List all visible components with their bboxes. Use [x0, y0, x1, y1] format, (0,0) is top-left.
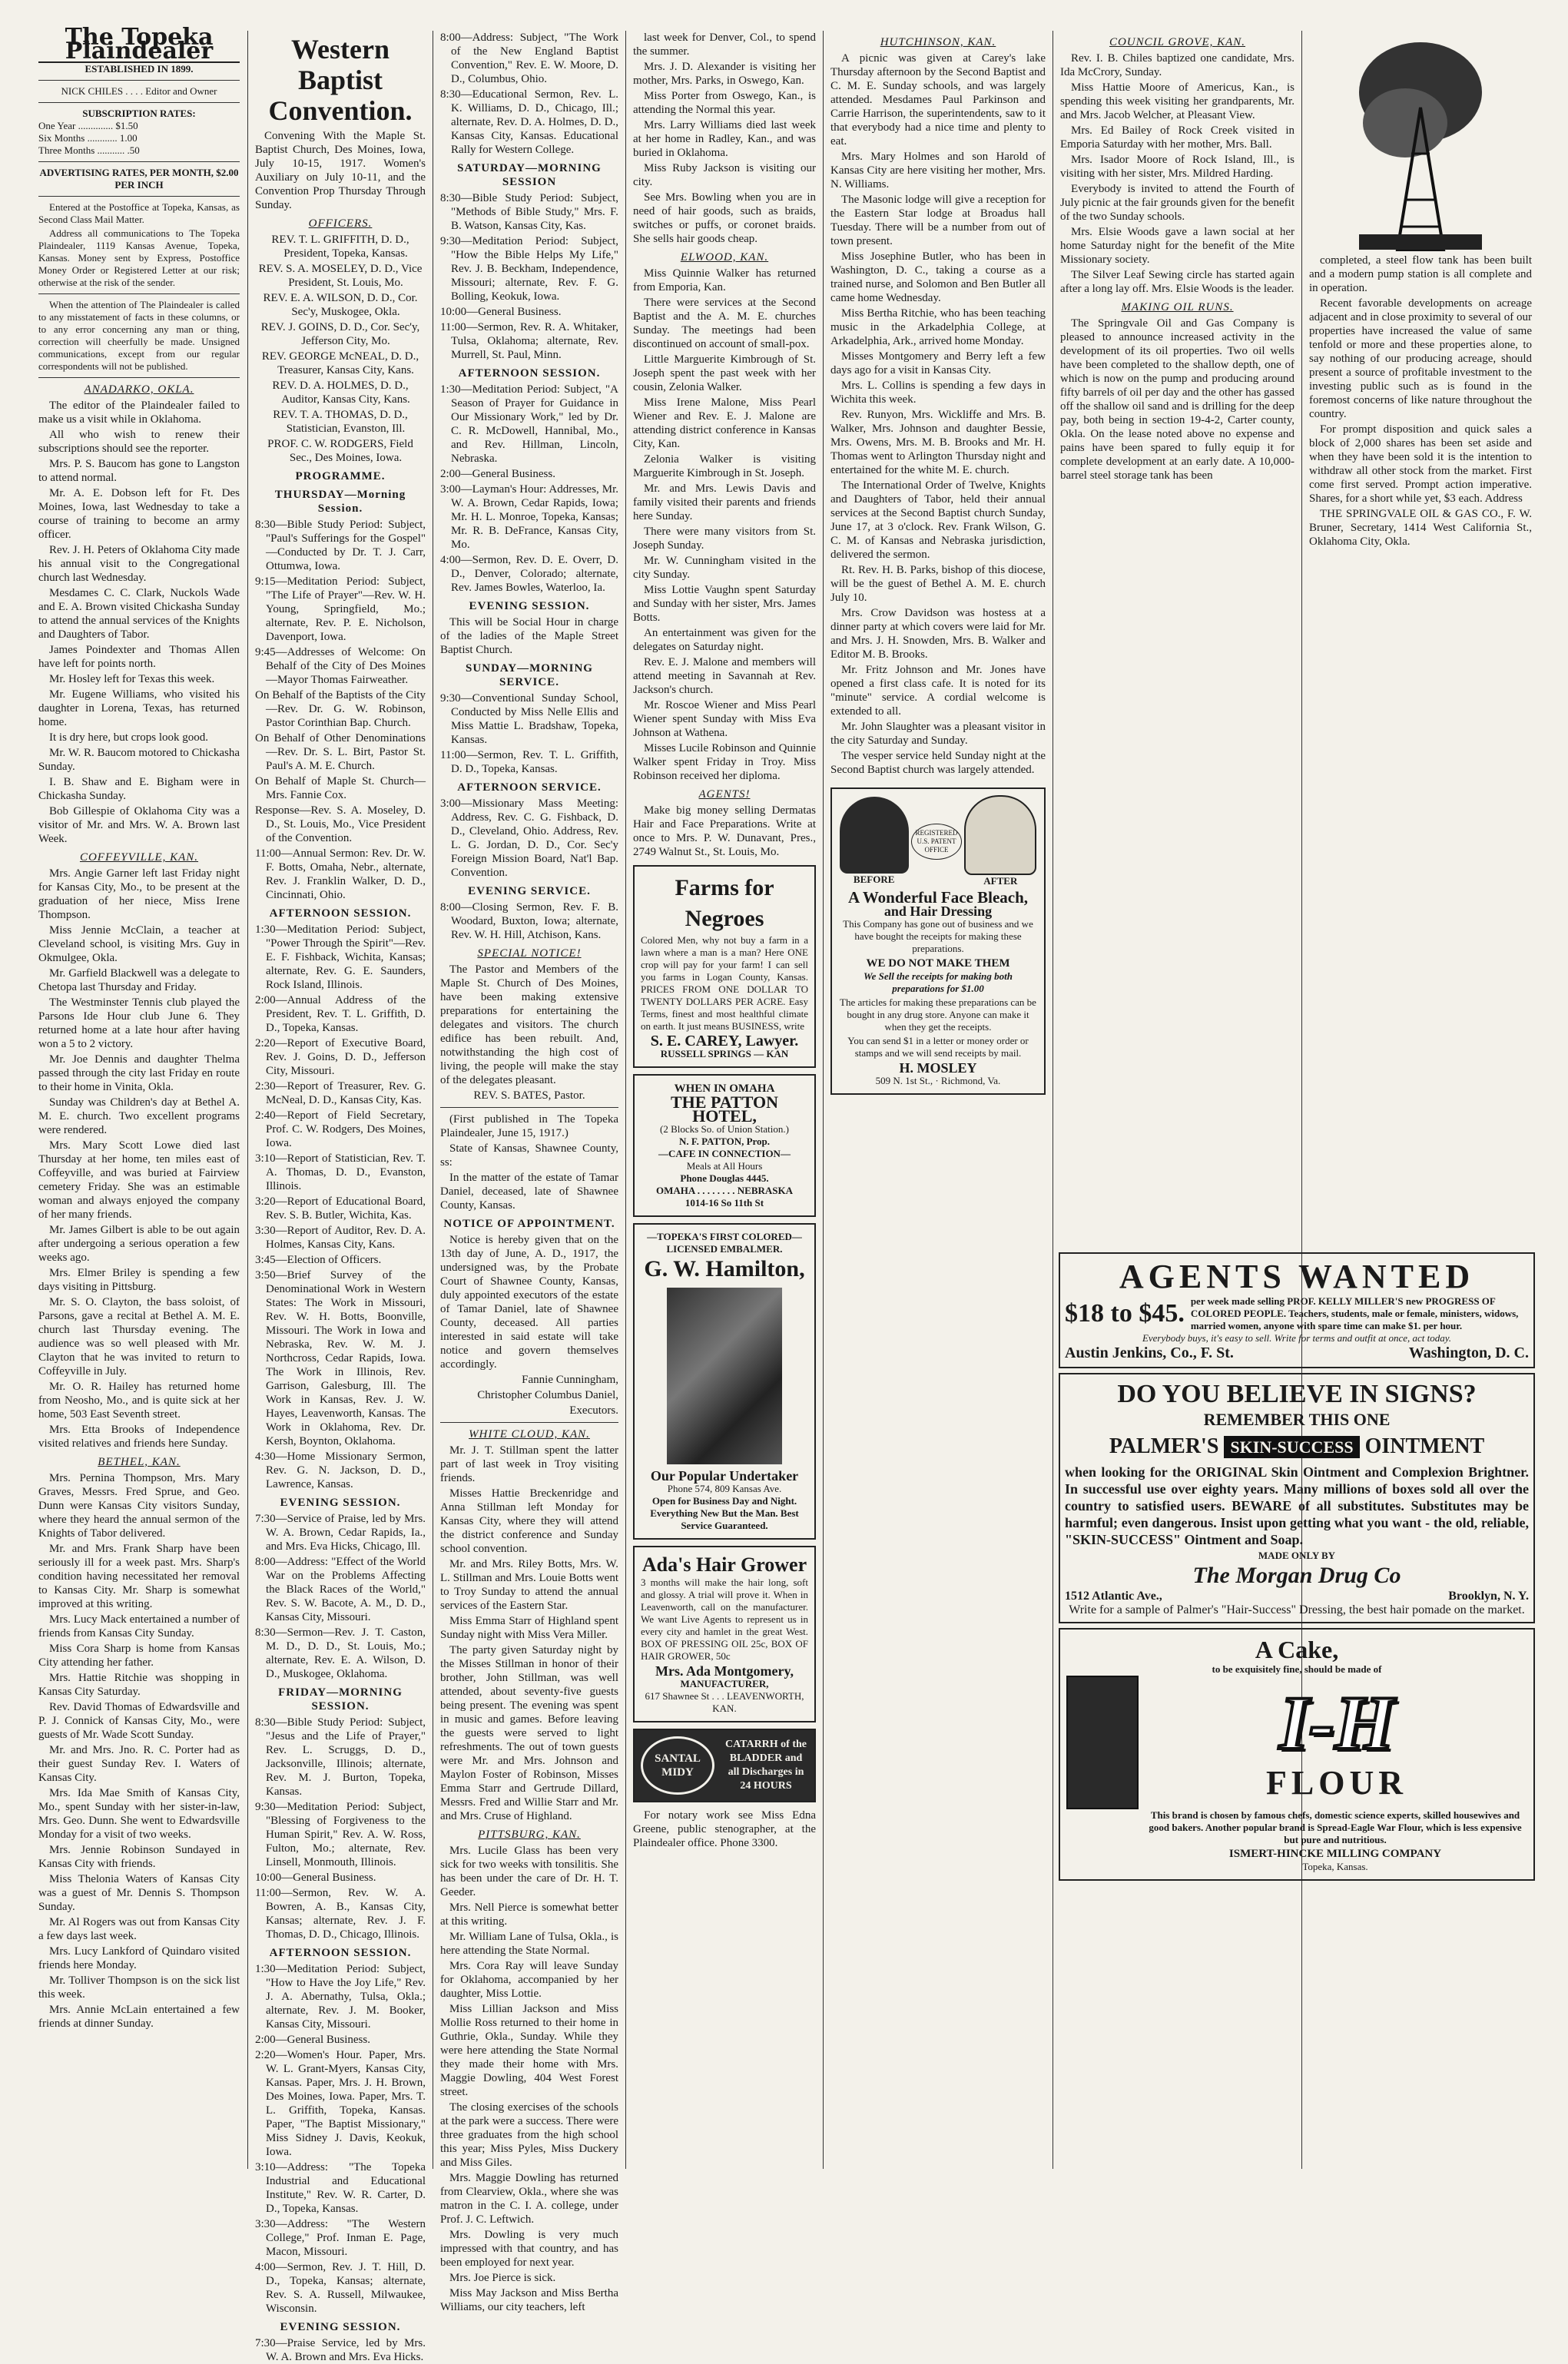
news-item: Mrs. Hattie Ritchie was shopping in Kansas City Saturday.	[38, 1672, 240, 1698]
bleach-text: This Company has gone out of business and we have bought the receipts for making these preparations.	[843, 918, 1033, 954]
address-notice: Address all communications to The Topeka Plaindealer, 1119 Kansas Avenue, Topeka, Kansas. Money sent by Express, Postoffice Money Order or Registered Letter at our risk; otherwise at the risk of the sender.	[38, 227, 240, 288]
ada-mfg: MANUFACTURER,	[680, 1678, 769, 1689]
flour-sack-icon	[1066, 1676, 1139, 1809]
santal-text: CATARRH of the BLADDER and all Discharges in 24 HOURS	[724, 1739, 807, 1792]
news-item: Mr. Tolliver Thompson is on the sick list this week.	[38, 1974, 240, 2001]
advertising-rates: ADVERTISING RATES, PER MONTH, $2.00 PER INCH	[39, 167, 239, 191]
program-item: 11:00—Sermon, Rev. R. A. Whitaker, Tulsa, Oklahoma; alternate, Rev. Murrell, St. Paul, Minn.	[440, 321, 618, 361]
news-item: There were services at the Second Baptist and the A. M. E. churches Sunday. The meetings had been discontinued on account of small-pox.	[633, 297, 816, 350]
entered-notice: Entered at the Postoffice at Topeka, Kansas, as Second Class Mail Matter.	[38, 201, 240, 225]
news-item: Mr. and Mrs. Lewis Davis and family visited their parents and friends here Sunday.	[633, 482, 816, 522]
news-item: Mrs. Ed Bailey of Rock Creek visited in Emporia Saturday with her mother, Mrs. Ball.	[1060, 124, 1295, 151]
program-item: 2:00—Annual Address of the President, Rev. T. L. Griffith, D. D., Topeka, Kansas.	[255, 994, 426, 1034]
news-item: Mr. W. Cunningham visited in the city Sunday.	[633, 555, 816, 581]
program-item: On Behalf of the Baptists of the City—Rev. Dr. G. W. Robinson, Pastor Corinthian Bap. Church.	[255, 689, 426, 729]
palmer-addr: 1512 Atlantic Ave.,	[1065, 1590, 1162, 1603]
program-item: 11:00—Sermon, Rev. W. A. Bowren, A. B., Kansas City, Kansas; alternate, Rev. J. F. Thomas, D. D., Chicago, Illinois.	[255, 1887, 426, 1941]
column-5	[830, 31, 1046, 2169]
officer: PROF. C. W. RODGERS, Field Sec., Des Moines, Iowa.	[267, 438, 413, 464]
ih-sub: to be exquisitely fine, should be made of	[1212, 1663, 1382, 1675]
program-item: 8:30—Bible Study Period: Subject, "Jesus and the Life of Prayer," Rev. L. Scruggs, D. D., Jacksonville, Illinois; alternate, Rev. M. J. Burton, Topeka, Kansas.	[255, 1716, 426, 1798]
legal-matter: In the matter of the estate of Tamar Daniel, deceased, late of Shawnee County, Kansas.	[440, 1172, 618, 1212]
masthead-established: ESTABLISHED IN 1899.	[85, 63, 194, 75]
ih-text: This brand is chosen by famous chefs, domestic science experts, skilled housewives and good bakers. Another popular brand is Spread-Eagle War Flour, which is less expensive but pure and nutritious.	[1149, 1809, 1522, 1845]
program-item: 2:30—Report of Treasurer, Rev. G. McNeal, D. D., Kansas City, Kas.	[255, 1080, 426, 1106]
news-item: The Westminster Tennis club played the Parsons Ide Hour club June 6. They returned home at a late hour after having won a 5 to 2 victory.	[38, 996, 240, 1050]
patton-cafe: —CAFE IN CONNECTION—	[658, 1148, 791, 1159]
program-item: 4:00—Sermon, Rev. J. T. Hill, D. D., Topeka, Kansas; alternate, Rev. S. A. Russell, Milwaukee, Wisconsin.	[255, 2261, 426, 2315]
news-item: Mrs. J. D. Alexander is visiting her mother, Mrs. Parks, in Oswego, Kan.	[633, 61, 816, 87]
palmer-write: Write for a sample of Palmer's "Hair-Success" Dressing, the best hair pomade on the market.	[1069, 1603, 1525, 1616]
convention-intro: Convening With the Maple St. Baptist Church, Des Moines, Iowa, July 10-15, 1917. Women's Auxiliary on July 10-11, and the Convention Prop Thursday Through Sunday.	[255, 130, 426, 211]
news-item: The closing exercises of the schools at the park were a success. There were three graduates from the high school this year; Miss Pyles, Miss Duckery and Miss Giles.	[440, 2101, 618, 2169]
special-notice: The Pastor and Members of the Maple St. Church of Des Moines, have been making extensive preparations for entertaining the delegates and visitors. The church edifice has been rebuilt. And, notwithstanding the high cost of living, the people will make the stay of the delegates pleasant.	[440, 963, 618, 1086]
agents-wanted-title: AGENTS WANTED	[1119, 1258, 1475, 1295]
agents-wanted-firm: Austin Jenkins, Co., F. St.	[1065, 1344, 1234, 1361]
news-item: Mr. Joe Dennis and daughter Thelma passed through the city last Friday en route to their home in Vinita, Okla.	[38, 1053, 240, 1093]
news-item: Mrs. Maggie Dowling has returned from Clearview, Okla., where she was matron in the C. I. A. college, under Prof. J. C. Leftwich.	[440, 2172, 618, 2226]
program-item: 3:30—Address: "The Western College," Prof. Inman E. Page, Macon, Missouri.	[255, 2218, 426, 2258]
hamilton-text: Open for Business Day and Night. Everything New But the Man. Best Service Guaranteed.	[650, 1495, 799, 1531]
session-head: AFTERNOON SESSION.	[458, 367, 601, 380]
news-item: Mrs. Mary Scott Lowe died last Thursday at her home, ten miles east of Coffeyville, and was buried at Fairview cemetery Friday. She was an estimable woman and always enjoyed the company of her many friends.	[38, 1139, 240, 1221]
column-1	[38, 24, 240, 2169]
news-item: An entertainment was given for the delegates on Saturday night.	[633, 627, 816, 653]
agents-small-head: AGENTS!	[698, 788, 751, 801]
oil-text: For prompt disposition and quick sales a block of 2,000 shares has been set aside and when they have been sold it is the intention to withdraw all other stock from the market. First come first served. Prompt action imperative. Shares, for a short while yet, $3 each. Address	[1309, 423, 1532, 505]
news-item: A picnic was given at Carey's lake Thursday afternoon by the Second Baptist and C. M. E. Sunday schools, and was largely attended. Mesdames Paul Parkinson and Carrie Harrison, the superintendents, saw to it that everybody had a nice time and plenty to eat.	[830, 52, 1046, 148]
ih-logo: I-H	[1279, 1679, 1394, 1766]
hamilton-addr: 809 Kansas Ave.	[714, 1483, 782, 1494]
ada-title: Ada's Hair Grower	[641, 1553, 807, 1576]
program-item: 2:00—General Business.	[255, 2034, 370, 2046]
news-item: Rev. E. J. Malone and members will attend meeting in Savannah at Rev. Jackson's church.	[633, 656, 816, 696]
officer: REV. D. A. HOLMES, D. D., Auditor, Kansas City, Kans.	[272, 380, 410, 406]
program-item: 7:30—Service of Praise, led by Mrs. W. A. Brown, Cedar Rapids, Ia., and Mrs. Eva Hicks, Chicago, Ill.	[255, 1513, 426, 1553]
news-item: Rev. David Thomas of Edwardsville and P. J. Connick of Kansas City, Mo., were guests of Mr. Wade Scott Sunday.	[38, 1701, 240, 1741]
palmer-ad	[1059, 1373, 1535, 1623]
news-item: Zelonia Walker is visiting Marguerite Kimbrough in St. Joseph.	[633, 453, 816, 479]
officer: REV. T. L. GRIFFITH, D. D., President, Topeka, Kansas.	[271, 234, 409, 260]
news-item: Mrs. Joe Pierce is sick.	[449, 2272, 556, 2284]
pastor-signature: REV. S. BATES, Pastor.	[473, 1089, 585, 1102]
masthead-title: The Topeka Plaindealer	[38, 31, 240, 63]
oil-signature: THE SPRINGVALE OIL & GAS CO., F. W. Bruner, Secretary, 1414 West California St., Oklahoma City, Okla.	[1309, 508, 1532, 548]
ih-city: Topeka, Kansas.	[1302, 1861, 1368, 1872]
officer: REV. S. A. MOSELEY, D. D., Vice President, St. Louis, Mo.	[258, 263, 423, 289]
oil-derrick-illustration	[1309, 31, 1532, 254]
farms-ad	[633, 865, 816, 1068]
officer: REV. GEORGE McNEAL, D. D., Treasurer, Kansas City, Kans.	[261, 350, 419, 376]
program-item: 1:30—Meditation Period: Subject, "How to Have the Joy Life," Rev. J. A. Abernathy, Tulsa, Okla.; alternate, Rev. J. M. Booker, Kansas City, Missouri.	[255, 1963, 426, 2031]
news-item: Sunday was Children's day at Bethel A. M. E. church. Two excellent programs were rendered.	[38, 1096, 240, 1136]
oil-text: Recent favorable developments on acreage adjacent and in close proximity to several of our properties have increased the value of same tenfold or more and these properties alone, to say nothing of our producing acreage, should present a source of profitable investment to the investing public such as is found in the foremost concerns of like nature throughout the country.	[1309, 297, 1532, 420]
bleach-addr: 509 N. 1st St., · Richmond, Va.	[875, 1075, 1001, 1086]
executor-label: Executors.	[569, 1404, 618, 1417]
news-item: Mrs. Larry Williams died last week at her home in Radley, Kan., and was buried in Oklahoma.	[633, 119, 816, 159]
program-item: 8:00—Address: Subject, "The Work of the New England Baptist Convention," Rev. E. W. Moore, D. D., Columbus, Ohio.	[440, 31, 618, 85]
notary-notice: For notary work see Miss Edna Greene, public stenographer, at the Plaindealer office. Phone 3300.	[633, 1809, 816, 1849]
ih-flour: FLOUR	[1266, 1763, 1407, 1802]
news-item: Misses Hattie Breckenridge and Anna Stillman left Monday for Kansas City, where they will attend the district conference and Sunday school convention.	[440, 1487, 618, 1555]
ada-text: 3 months will make the hair long, soft and glossy. A trial will prove it. When in Leavenworth, call on the manufacturer. We want Live Agents to represent us in every city and hamlet in the great West. BOX OF PRESSING OIL 25c, BOX OF HAIR GROWER, 50c	[641, 1577, 808, 1662]
agents-wanted-money: $18 to $45.	[1065, 1299, 1185, 1328]
news-item: Miss Hattie Moore of Americus, Kan., is spending this week visiting her grandparents, Mr. and Mrs. Jacob Welcher, at Pleasant View.	[1060, 81, 1295, 121]
agents-wanted-city: Washington, D. C.	[1408, 1344, 1529, 1361]
news-item: Mrs. Pernina Thompson, Mrs. Mary Graves, Messrs. Fred Sprue, and Geo. Dunn were Kansas City visitors Sunday, where they heard the annual sermon of the Knights of Tabor delivered.	[38, 1472, 240, 1540]
palmer-text: when looking for the ORIGINAL Skin Ointment and Complexion Brightner. In successful use over eighty years. Many millions of boxes sold all over the country to satisfied users. BEWARE of all substitutes. Substitutes may be harmful; even dangerous. Insist upon getting what you want - the old, reliable, "SKIN-SUCCESS" Ointment and Soap.	[1065, 1464, 1529, 1547]
hamilton-phone: Phone 574,	[667, 1483, 713, 1494]
hamilton-caption: Our Popular Undertaker	[650, 1468, 799, 1484]
news-item: Mrs. Cora Ray will leave Sunday for Oklahoma, accompanied by her daughter, Miss Lottie.	[440, 1960, 618, 2000]
news-item: Mrs. Crow Davidson was hostess at a dinner party at which covers were laid for Mr. and Mrs. J. H. Snowden, Mrs. B. Walker and Editor M. B. Brooks.	[830, 607, 1046, 661]
program-item: 9:30—Meditation Period: Subject, "Blessing of Forgiveness to the Human Spirit," Rev. A. W. Ross, Fulton, Mo.; alternate, Rev. Linsell, Monmouth, Illinois.	[255, 1801, 426, 1868]
news-item: Rev. Runyon, Mrs. Wickliffe and Mrs. B. Walker, Mrs. Johnson and daughter Bessie, Mrs. Owens, Mrs. M. B. Brooks and Mr. H. Thomas went to Arlington Thursday night and entertained for the white M. E. church.	[830, 409, 1046, 476]
palmer-name-1: PALMER'S	[1109, 1434, 1219, 1458]
news-item: Miss Lottie Vaughn spent Saturday and Sunday with her sister, Mrs. James Botts.	[633, 584, 816, 624]
news-item: Mr. and Mrs. Frank Sharp have been seriously ill for a week past. Mrs. Sharp's condition having necessitated her removal to Kansas City. Mr. Sharp is somewhat improved at this writing.	[38, 1543, 240, 1610]
farms-place: RUSSELL SPRINGS — KAN	[660, 1048, 789, 1059]
correction-notice: When the attention of The Plaindealer is called to any misstatement of facts in these columns, or to any error concerning any man or thing, correction will cheerfully be made. Unsigned communications, except from our regular correspondents will not be published.	[38, 299, 240, 372]
patton-meals: Meals at All Hours	[686, 1160, 763, 1172]
officer: REV. E. A. WILSON, D. D., Cor. Sec'y, Muskogee, Okla.	[263, 292, 418, 318]
program-item: 7:30—Praise Service, led by Mrs. W. A. Brown and Mrs. Eva Hicks.	[255, 2337, 426, 2363]
legal-head: NOTICE OF APPOINTMENT.	[443, 1218, 615, 1230]
news-item: James Poindexter and Thomas Allen have left for points north.	[38, 644, 240, 670]
news-item: Miss Ruby Jackson is visiting our city.	[633, 162, 816, 188]
news-item: It is dry here, but crops look good.	[49, 731, 209, 744]
agents-small-text: Make big money selling Dermatas Hair and Face Preparations. Write at once to Mrs. P. W. Dunavant, Pres., 2749 Walnut St., St. Louis, Mo.	[633, 804, 816, 858]
patent-stamp: REGISTERED U.S. PATENT OFFICE	[911, 824, 962, 860]
program-item: 8:30—Bible Study Period: Subject, "Methods of Bible Study," Mrs. F. B. Watson, Kansas City, Kas.	[440, 192, 618, 232]
program-item: 2:20—Women's Hour. Paper, Mrs. W. L. Grant-Myers, Kansas City, Kansas. Paper, Mrs. J. H. Brown, Des Moines, Iowa. Paper, Mrs. T. L. Griffith, Topeka, Kansas. Paper, "The Baptist Missionary," Miss Sidney J. Davis, Keokuk, Iowa.	[255, 2049, 426, 2158]
palmer-city: Brooklyn, N. Y.	[1448, 1590, 1529, 1603]
news-item: Bob Gillespie of Oklahoma City was a visitor of Mr. and Mrs. W. A. Brown last Week.	[38, 805, 240, 845]
news-item: Miss Quinnie Walker has returned from Emporia, Kan.	[633, 267, 816, 293]
anadarko-head: ANADARKO, OKLA.	[84, 383, 194, 396]
program-item: 8:00—Address: "Effect of the World War on the Problems Affecting the Black Races of the World," Rev. S. W. Bacote, A. M., D. D., Kansas City, Missouri.	[255, 1556, 426, 1623]
news-item: Mrs. Angie Garner left last Friday night for Kansas City, Mo., to be present at the graduation of her niece, Miss Irene Thompson.	[38, 867, 240, 921]
session-head: EVENING SESSION.	[469, 600, 590, 612]
program-item: 3:45—Election of Officers.	[255, 1254, 382, 1266]
right-ads	[1059, 1252, 1535, 2170]
elwood-head: ELWOOD, KAN.	[680, 251, 769, 264]
news-item: Mr. Roscoe Wiener and Miss Pearl Wiener spent Sunday with Miss Eva Johnson at Wathena.	[633, 699, 816, 739]
program-item: 8:30—Sermon—Rev. J. T. Caston, M. D., D. D., St. Louis, Mo.; alternate, Rev. E. A. Wilson, D. D., Muskogee, Oklahoma.	[255, 1626, 426, 1680]
hamilton-ad	[633, 1223, 816, 1540]
bleach-name: H. MOSLEY	[899, 1060, 977, 1076]
patton-addr: 1014-16 So 11th St	[685, 1197, 764, 1209]
skin-success-badge: SKIN-SUCCESS	[1224, 1436, 1359, 1458]
news-item: Mrs. Annie McLain entertained a few friends at dinner Sunday.	[38, 2004, 240, 2030]
session-head: AFTERNOON SESSION.	[269, 907, 412, 920]
legal-state: State of Kansas, Shawnee County, ss:	[440, 1142, 618, 1169]
palmer-question: DO YOU BELIEVE IN SIGNS?	[1117, 1380, 1477, 1408]
program-item: 4:30—Home Missionary Sermon, Rev. G. N. Jackson, D. D., Lawrence, Kansas.	[255, 1451, 426, 1490]
ada-name: Mrs. Ada Montgomery,	[655, 1663, 794, 1679]
news-item: Miss Cora Sharp is home from Kansas City attending her father.	[38, 1643, 240, 1669]
oil-derrick-icon	[1351, 38, 1490, 254]
news-item: The Masonic lodge will give a reception for the Eastern Star lodge at Broadus hall Tuesday. There will be a number from out of town present.	[830, 194, 1046, 247]
portrait-after-icon	[964, 795, 1036, 875]
news-item: Mr. Fritz Johnson and Mr. Jones have opened a first class cafe. It is noted for its "minute" service. A cordial welcome is extended to all.	[830, 664, 1046, 718]
legal-text: Notice is hereby given that on the 13th day of June, A. D., 1917, the undersigned was, by the Probate Court of Shawnee County, Kansas, duly appointed executors of the estate of Tamar Daniel, late of Shawnee County, deceased. All parties interested in said estate will take notice and govern themselves accordingly.	[440, 1234, 618, 1371]
news-item: Mr. Garfield Blackwell was a delegate to Chetopa last Thursday and Friday.	[38, 967, 240, 993]
bleach-title: A Wonderful Face Bleach,	[847, 888, 1029, 907]
masthead-editor: NICK CHILES . . . . Editor and Owner	[61, 85, 217, 97]
news-item: Mrs. Lucy Mack entertained a number of friends from Kansas City Sunday.	[38, 1613, 240, 1640]
patton-sub: (2 Blocks So. of Union Station.)	[660, 1123, 789, 1135]
column-rule	[625, 31, 626, 2169]
program-item: 1:30—Meditation Period: Subject, "A Season of Prayer for Guidance in Our Missionary Work," led by Dr. C. R. McDowell, Hannibal, Mo., and Rev. Hillman, Lincoln, Nebraska.	[440, 383, 618, 465]
program-item: 10:00—General Business.	[255, 1872, 376, 1884]
news-item: Misses Lucile Robinson and Quinnie Walker spent Friday in Troy. Miss Robinson received her diploma.	[633, 742, 816, 782]
news-item: Miss Thelonia Waters of Kansas City was a guest of Mr. Dennis S. Thompson Sunday.	[38, 1873, 240, 1913]
rate-line: Six Months ............ 1.00	[38, 132, 138, 144]
program-item: 8:30—Educational Sermon, Rev. L. K. Williams, D. D., Chicago, Ill.; alternate, Rev. D. A. Holmes, D. D., Kansas City, Kansas. Educational Rally for Western College.	[440, 88, 618, 156]
officers-head: OFFICERS.	[308, 217, 373, 230]
palmer-company: The Morgan Drug Co	[1192, 1563, 1401, 1588]
ih-mill: ISMERT-HINCKE MILLING COMPANY	[1228, 1848, 1442, 1860]
program-item: Response—Rev. S. A. Moseley, D. D., St. Louis, Mo., Vice President of the Convention.	[255, 804, 426, 844]
program-item: 1:30—Meditation Period: Subject, "Power Through the Spirit"—Rev. E. F. Fishback, Wichita, Kansas; alternate, Rev. G. E. Saunders, Rock Island, Illinois.	[255, 923, 426, 991]
patton-prop: N. F. PATTON, Prop.	[678, 1136, 771, 1147]
program-item: 9:45—Addresses of Welcome: On Behalf of the City of Des Moines—Mayor Thomas Fairweather.	[255, 646, 426, 686]
santal-label: MIDY	[661, 1766, 694, 1779]
program-item: 3:00—Layman's Hour: Addresses, Mr. W. A. Brown, Cedar Rapids, Iowa; Mr. H. L. Monroe, Topeka, Kansas; Mr. R. B. DeFrance, Kansas City, Mo.	[440, 483, 618, 551]
ada-ad	[633, 1546, 816, 1722]
oil-head: MAKING OIL RUNS.	[1121, 301, 1234, 313]
program-item: On Behalf of Maple St. Church—Mrs. Fannie Cox.	[255, 775, 426, 801]
news-item: Rev. J. H. Peters of Oklahoma City made his annual visit to the Congregational church last Wednesday.	[38, 544, 240, 584]
executor-name: Fannie Cunningham,	[522, 1374, 618, 1386]
news-item: Mrs. Elsie Woods gave a lawn social at her home Saturday night for the benefit of the Mite Missionary society.	[1060, 226, 1295, 266]
news-item: The editor of the Plaindealer failed to make us a visit while in Oklahoma.	[38, 400, 240, 426]
program-item: 2:40—Report of Field Secretary, Prof. C. W. Rodgers, Des Moines, Iowa.	[255, 1109, 426, 1149]
palmer-remember: REMEMBER THIS ONE	[1203, 1410, 1391, 1429]
news-item: The vesper service held Sunday night at the Second Baptist church was largely attended.	[830, 750, 1046, 776]
news-item: Mr. Hosley left for Texas this week.	[49, 673, 215, 685]
programme-head: PROGRAMME.	[295, 470, 386, 482]
program-item: 3:00—Missionary Mass Meeting: Address, Rev. C. G. Fishback, D. D., Cleveland, Ohio. Address, Rev. L. G. Jordan, D. D., Cor. Sec'y Foreign Mission Board, Nat'l Bap. Convention.	[440, 797, 618, 879]
news-item: Mr. O. R. Hailey has returned home from Neosho, Mo., and is quite sick at her home, 503 East Seventh street.	[38, 1381, 240, 1421]
news-item: Miss Irene Malone, Miss Pearl Wiener and Rev. E. J. Malone are attending district conference in Kansas City, Kan.	[633, 396, 816, 450]
agents-wanted-text: per week made selling PROF. KELLY MILLER'S new PROGRESS OF COLORED PEOPLE. Teachers, students, male or female, ministers, widows, married women, anyone with spare time can make $1. per hour.	[1190, 1295, 1519, 1331]
program-item: 4:00—Sermon, Rev. D. E. Overr, D. D., Denver, Colorado; alternate, Rev. James Bowles, Waterloo, Ia.	[440, 554, 618, 594]
program-item: 11:00—Sermon, Rev. T. L. Griffith, D. D., Topeka, Kansas.	[440, 749, 618, 775]
program-item: 8:30—Bible Study Period: Subject, "Paul's Sufferings for the Gospel" —Conducted by Dr. T. J. Carr, Ottumwa, Iowa.	[255, 519, 426, 572]
news-item: Miss May Jackson and Miss Bertha Williams, our city teachers, left	[440, 2287, 618, 2313]
hutchinson-head: HUTCHINSON, KAN.	[880, 36, 996, 48]
session-head: SUNDAY—MORNING SERVICE.	[466, 662, 593, 688]
patton-name: THE PATTON HOTEL,	[671, 1092, 778, 1126]
rate-line: Three Months ........... .50	[38, 144, 140, 156]
news-item: Mr. S. O. Clayton, the bass soloist, of Parsons, gave a recital at Bethel A. M. E. church last Thursday evening. The audience was so well pleased with Mr. Clayton that he was invited to return to Coffeyville in July.	[38, 1296, 240, 1378]
bleach-text3: You can send $1 in a letter or money order or stamps and we will send receipts by mail.	[847, 1035, 1029, 1059]
news-item: Mr. John Slaughter was a pleasant visitor in the city Saturday and Sunday.	[830, 721, 1046, 747]
program-item: 3:30—Report of Auditor, Rev. D. A. Holmes, Kansas City, Kans.	[255, 1225, 426, 1251]
news-item: Miss Emma Starr of Highland spent Sunday night with Miss Vera Miller.	[440, 1615, 618, 1641]
news-item: Mr. William Lane of Tulsa, Okla., is here attending the State Normal.	[440, 1931, 618, 1957]
program-item: 3:10—Report of Statistician, Rev. T. A. Thomas, D. D., Evanston, Illinois.	[255, 1152, 426, 1192]
news-item: Little Marguerite Kimbrough of St. Joseph spent the past week with her cousin, Zelonia Walker.	[633, 353, 816, 393]
program-item: On Behalf of Other Denominations —Rev. Dr. S. L. Birt, Pastor St. Paul's A. M. E. Church.	[255, 732, 426, 772]
news-item: The Silver Leaf Sewing circle has started again after a long lay off. Mrs. Elsie Woods is the leader.	[1060, 269, 1295, 295]
ada-addr: 617 Shawnee St . . . LEAVENWORTH, KAN.	[645, 1690, 804, 1714]
session-head: FRIDAY—MORNING SESSION.	[278, 1686, 403, 1712]
news-item: Mrs. Dowling is very much impressed with that country, and has been employed for next year.	[440, 2229, 618, 2269]
column-rule	[247, 31, 248, 2169]
session-head: AFTERNOON SESSION.	[269, 1947, 412, 1959]
news-item: Mrs. Elmer Briley is spending a few days visiting in Pittsburg.	[38, 1267, 240, 1293]
session-head: AFTERNOON SERVICE.	[457, 781, 602, 794]
news-item: Mr. and Mrs. Jno. R. C. Porter had as their guest Sunday Rev. I. Waters of Kansas City.	[38, 1744, 240, 1784]
news-item: Mrs. Etta Brooks of Independence visited relatives and friends here Sunday.	[38, 1424, 240, 1450]
whitecloud-head: WHITE CLOUD, KAN.	[469, 1428, 590, 1441]
program-item: 8:00—Closing Sermon, Rev. F. B. Woodard, Buxton, Iowa; alternate, Rev. W. H. Hill, Atchison, Kans.	[440, 901, 618, 941]
news-item: I. B. Shaw and E. Bigham were in Chickasha Sunday.	[38, 776, 240, 802]
santal-ad	[633, 1729, 816, 1802]
agents-wanted-small: Everybody buys, it's easy to sell. Write for terms and outfit at once, act today.	[1142, 1332, 1452, 1344]
officer: REV. J. GOINS, D. D., Cor. Sec'y, Jefferson City, Mo.	[260, 321, 420, 347]
ih-flour-ad	[1059, 1628, 1535, 1881]
pittsburg-head: PITTSBURG, KAN.	[478, 1829, 581, 1841]
session-head: EVENING SESSION.	[280, 1497, 401, 1509]
after-label: AFTER	[983, 875, 1018, 887]
news-item: Mr. W. R. Baucom motored to Chickasha Sunday.	[38, 747, 240, 773]
news-item: Miss Lillian Jackson and Miss Mollie Ross returned to their home in Guthrie, Okla., Sunday. While they were here attending the State Normal they made their home with Mrs. Maggie Dowling, 404 West Forest street.	[440, 2003, 618, 2098]
news-item: Mr. James Gilbert is able to be out again after undergoing a serious operation a few weeks ago.	[38, 1224, 240, 1264]
officer: REV. T. A. THOMAS, D. D., Statistician, Evanston, Ill.	[273, 409, 408, 435]
hamilton-top: —TOPEKA'S FIRST COLORED— LICENSED EMBALMER.	[647, 1231, 802, 1255]
palmer-made: MADE ONLY BY	[1258, 1550, 1336, 1561]
program-item: 3:20—Report of Educational Board, Rev. S. B. Butler, Wichita, Kas.	[255, 1195, 426, 1222]
farms-text: Colored Men, why not buy a farm in a lawn where a man is a man? Here ONE crop will pay for your farm! I can sell you farms in Logan County, Kansas. PRICES FROM ONE DOLLAR TO TWENTY DOLLARS PER ACRE. Easy Terms, finest and most healthful climate on earth. It just means BUSINESS, write	[641, 934, 808, 1032]
bleach-notmake: WE DO NOT MAKE THEM	[866, 957, 1010, 970]
news-item: Mr. Eugene Williams, who visited his daughter in Lorena, Texas, has returned home.	[38, 688, 240, 728]
news-item: Mrs. P. S. Baucom has gone to Langston to attend normal.	[38, 458, 240, 484]
subscription-head: SUBSCRIPTION RATES:	[82, 108, 196, 119]
program-item: 3:50—Brief Survey of the Denominational Work in Western States: The Work in Missouri, Rev. W. H. Botts, Boonville, Missouri. The Work in Iowa and Nebraska, Rev. W. M. J. Northcross, Cedar Rapids, Iowa. The Work in Illinois, Rev. Garrison, Galesburg, Ill. The Work in Kansas, Rev. J. W. Hayes, Leavenworth, Kansas. The Work in Oklahoma, Rev. Dr. Kersh, Boynton, Oklahoma.	[255, 1269, 426, 1447]
news-item: Miss Bertha Ritchie, who has been teaching music in the Arkadelphia College, at Arkadelphia, Ark., arrived home Monday.	[830, 307, 1046, 347]
news-item: Miss Jennie McClain, a teacher at Cleveland school, is visiting Mrs. Guy in Okmulgee, Okla.	[38, 924, 240, 964]
news-item: Miss Josephine Butler, who has been in Washington, D. C., taking a course as a trained nurse, and Solomon and Ben Butler all came home Wednesday.	[830, 250, 1046, 304]
news-item: Mrs. L. Collins is spending a few days in Wichita this week.	[830, 380, 1046, 406]
news-item: Mr. J. T. Stillman spent the latter part of last week in Troy visiting friends.	[440, 1444, 618, 1484]
news-item: last week for Denver, Col., to spend the summer.	[633, 31, 816, 58]
farms-title: Farms for Negroes	[675, 875, 774, 931]
farms-name: S. E. CAREY, Lawyer.	[650, 1033, 799, 1049]
column-2	[255, 31, 426, 2363]
news-item: Mr. and Mrs. Riley Botts, Mrs. W. L. Stillman and Mrs. Louie Botts went to Troy Sunday to attend the annual services of the Eastern Star.	[440, 1558, 618, 1612]
coffeyville-head: COFFEYVILLE, KAN.	[79, 851, 199, 864]
news-item: Mr. A. E. Dobson left for Ft. Des Moines, Iowa, last Wednesday to take a course of training to become an army officer.	[38, 487, 240, 541]
news-item: All who wish to renew their subscriptions should see the reporter.	[38, 429, 240, 455]
column-4	[633, 31, 816, 2169]
news-item: Mrs. Lucy Lankford of Quindaro visited friends here Monday.	[38, 1945, 240, 1971]
patton-city: OMAHA . . . . . . . . NEBRASKA	[655, 1185, 794, 1196]
program-item: This will be Social Hour in charge of the ladies of the Maple Street Baptist Church.	[440, 616, 618, 656]
news-item: Rev. I. B. Chiles baptized one candidate, Mrs. Ida McCrory, Sunday.	[1060, 52, 1295, 78]
news-item: Mesdames C. C. Clark, Nuckols Wade and E. A. Brown visited Chickasha Sunday to attend the annual services of the Knights and Daughters of Tabor.	[38, 587, 240, 641]
legal-pub: (First published in The Topeka Plaindealer, June 15, 1917.)	[440, 1113, 618, 1139]
news-item: See Mrs. Bowling when you are in need of hair goods, such as braids, switches or puffs, or coronet braids. She sells hair goods cheap.	[633, 191, 816, 245]
agents-wanted-ad	[1059, 1252, 1535, 1368]
patton-top: WHEN IN OMAHA	[674, 1083, 775, 1095]
column-3	[440, 31, 618, 2313]
program-item: 9:30—Meditation Period: Subject, "How the Bible Helps My Life," Rev. J. B. Beckham, Independence, Missouri; alternate, Rev. F. G. Bolling, Keokuk, Iowa.	[440, 235, 618, 303]
program-item: 2:00—General Business.	[440, 468, 555, 480]
program-item: 9:30—Conventional Sunday School, Conducted by Miss Nelle Ellis and Miss Mattie L. Bradshaw, Topeka, Kansas.	[440, 692, 618, 746]
program-item: 9:15—Meditation Period: Subject, "The Life of Prayer"—Rev. W. H. Young, Springfield, Mo.; alternate, Rev. P. E. Nicholson, Davenport, Iowa.	[255, 575, 426, 643]
special-notice-head: SPECIAL NOTICE!	[477, 947, 582, 960]
rate-line: One Year .............. $1.50	[38, 120, 138, 131]
session-head: SATURDAY—MORNING SESSION	[457, 162, 602, 188]
bleach-sub: and Hair Dressing	[883, 903, 993, 919]
bleach-text2: The articles for making these preparations can be bought in any drug store. Anyone can make it when they get the receipts.	[840, 996, 1036, 1033]
news-item: Everybody is invited to attend the Fourth of July picnic at the fair grounds given for the benefit of the two Sunday schools.	[1060, 183, 1295, 223]
program-item: 10:00—General Business.	[440, 306, 562, 318]
executor-name: Christopher Columbus Daniel,	[477, 1389, 618, 1401]
column-6	[1060, 31, 1295, 1247]
news-item: Misses Montgomery and Berry left a few days ago for a visit in Kansas City.	[830, 350, 1046, 376]
before-label: BEFORE	[853, 874, 895, 885]
news-item: Mrs. Mary Holmes and son Harold of Kansas City are here visiting her mother, Mrs. N. Williams.	[830, 151, 1046, 191]
council-head: COUNCIL GROVE, KAN.	[1109, 36, 1246, 48]
news-item: Mrs. Lucile Glass has been very sick for two weeks with tonsilitis. She has been under the care of Dr. H. T. Geeder.	[440, 1845, 618, 1898]
news-item: Mr. Al Rogers was out from Kansas City a few days last week.	[38, 1916, 240, 1942]
news-item: Mrs. Jennie Robinson Sundayed in Kansas City with friends.	[38, 1844, 240, 1870]
hamilton-name: G. W. Hamilton,	[644, 1256, 805, 1281]
news-item: There were many visitors from St. Joseph Sunday.	[633, 526, 816, 552]
santal-capsule-icon	[641, 1736, 714, 1795]
news-item: The International Order of Twelve, Knights and Daughters of Tabor, held their annual services at the Second Baptist church Sunday, June 17, at 3 o'clock. Rev. Frank Wilson, G. C. M. of Kansas and Nebraska jurisdiction, delivered the sermon.	[830, 479, 1046, 561]
column-rule	[823, 31, 824, 2169]
program-item: 11:00—Annual Sermon: Rev. Dr. W. F. Botts, Omaha, Nebr., alternate, Rev. J. Franklin Walker, D. D., Cincinnati, Ohio.	[255, 847, 426, 901]
oil-text: completed, a steel flow tank has been built and a modern pump station is all complete and in operation.	[1309, 254, 1532, 294]
bleach-sell: We Sell the receipts for making both preparations for $1.00	[863, 970, 1013, 994]
oil-text: The Springvale Oil and Gas Company is pleased to announce increased activity in the development of its oil properties. Two oil wells have been completed to the shallow depth, one of which is now on the pump and producing around fifty barrels of oil per day and the other has gassed off the shallow oil sand and is drilling for the deep pay, both being in section 19-4-2, Carter county, Okla. On the lease noted above no expense and pains have been spared to fully equip it for complete development at an early date. A 10,000-barrel steel storage tank has been	[1060, 317, 1295, 482]
news-item: Rt. Rev. H. B. Parks, bishop of this diocese, will be the guest of Bethel A. M. E. church July 10.	[830, 564, 1046, 604]
column-7	[1309, 31, 1532, 1247]
news-item: Mrs. Ida Mae Smith of Kansas City, Mo., spent Sunday with her sister-in-law, Mrs. Geo. Dunn. She went to Edwardsville Monday for a visit of two weeks.	[38, 1787, 240, 1841]
santal-label: SANTAL	[655, 1752, 701, 1765]
news-item: Miss Porter from Oswego, Kan., is attending the Normal this year.	[633, 90, 816, 116]
news-item: Mrs. Isador Moore of Rock Island, Ill., is visiting with her sister, Mrs. Mildred Harding.	[1060, 154, 1295, 180]
session-head: THURSDAY—Morning Session.	[274, 489, 406, 515]
patton-phone: Phone Douglas 4445.	[680, 1172, 769, 1184]
palmer-name-2: OINTMENT	[1364, 1434, 1485, 1458]
face-bleach-ad	[830, 787, 1046, 1095]
news-item: Mrs. Nell Pierce is somewhat better at this writing.	[440, 1901, 618, 1928]
portrait-before-icon	[840, 797, 909, 874]
bethel-head: BETHEL, KAN.	[98, 1456, 181, 1468]
ih-cake: A Cake,	[1255, 1636, 1339, 1663]
program-item: 3:10—Address: "The Topeka Industrial and Educational Institute," Rev. W. R. Carter, D. D., Topeka, Kansas.	[255, 2161, 426, 2215]
patton-ad	[633, 1074, 816, 1217]
news-item: The party given Saturday night by the Misses Stillman in honor of their brother, John Stillman, was well attended, about seventy-five guests being present. The evening was spent in music and games. Before leaving the guests were served to light refreshments. The out of town guests were Mr. and Mrs. Johnson and Maylon Foster of Robinson, Misses Emma Starr and Gertrude Dillard, Messrs. Fred and Willie Starr and Mr. and Mrs. Cruse of Highland.	[440, 1644, 618, 1822]
undertaker-portrait	[667, 1288, 782, 1464]
convention-title: Western Baptist Convention.	[268, 34, 413, 126]
session-head: EVENING SERVICE.	[468, 885, 591, 897]
session-head: EVENING SESSION.	[280, 2321, 401, 2333]
program-item: 2:20—Report of Executive Board, Rev. J. Goins, D. D., Jefferson City, Missouri.	[255, 1037, 426, 1077]
